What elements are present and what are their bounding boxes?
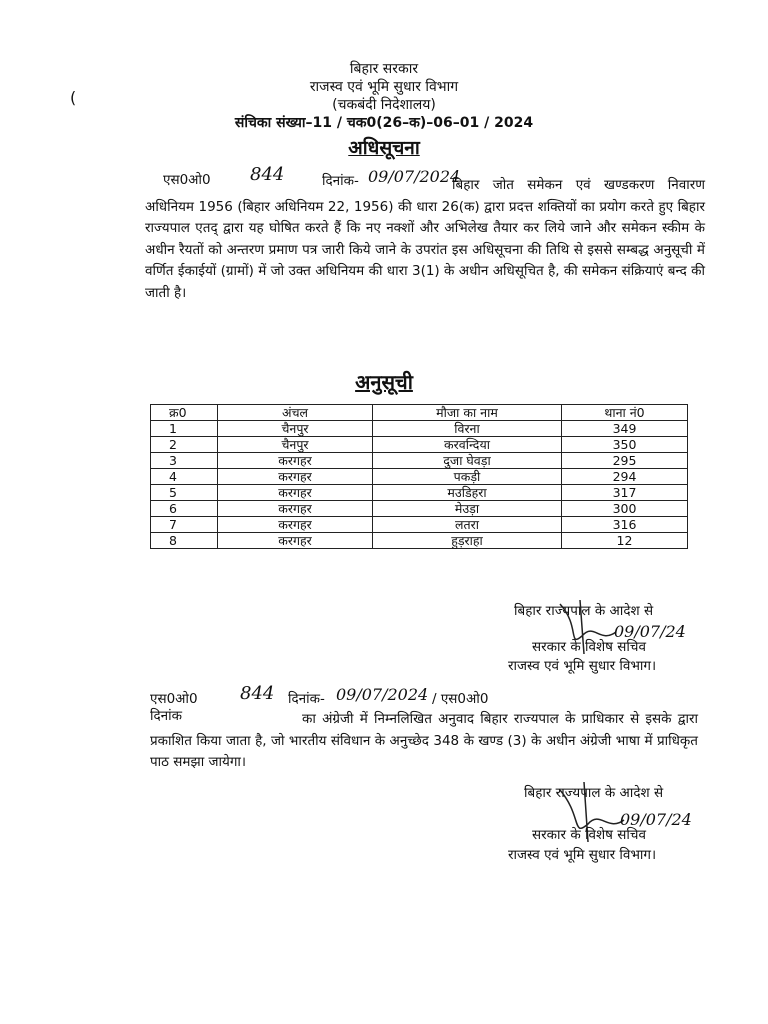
signature1-department: राजस्व एवं भूमि सुधार विभाग। (508, 658, 657, 674)
table-row (151, 421, 688, 437)
signature1-order-line: बिहार राज्यपाल के आदेश से (514, 603, 654, 619)
page-title: अधिसूचना (348, 137, 420, 159)
table-row (151, 533, 688, 549)
cell: 7 (151, 517, 218, 533)
cell: करगहर (218, 533, 373, 549)
translation-body: का अंग्रेजी में निम्नलिखित अनुवाद बिहार राज्यपाल के प्राधिकार से इसके द्वारा प्रकाशित किया जाता है, जो भारतीय संविधान के अनुच्छेद 348 के खण्ड (3) के अधीन अंग्रेजी भाषा में प्राधिकृत पाठ समझा जायेगा। (150, 711, 698, 770)
cell: 1 (151, 421, 218, 437)
cell: 349 (562, 421, 688, 437)
table-row (151, 517, 688, 533)
table-row (151, 453, 688, 469)
cell: 350 (562, 437, 688, 453)
notice-ref-prefix: एस0ओ0 (163, 172, 211, 188)
cell: 316 (562, 517, 688, 533)
header-file-number: संचिका संख्या–11 / चक0(26–क)–06–01 / 2024 (234, 115, 534, 131)
translation-date-left-label: दिनांक (150, 708, 183, 724)
schedule-title: अनुसूची (355, 370, 413, 394)
signature2-date: 09/07/24 (620, 810, 692, 829)
notice-body: बिहार जोत समेकन एवं खण्डकरण निवारण अधिनियम 1956 (बिहार अधिनियम 22, 1956) की धारा 26(क) द्वारा प्रदत्त शक्तियों का प्रयोग करते हुए बिहार राज्यपाल एतद् द्वारा यह घोषित करते हैं कि नए नक्शों और अभिलेख तैयार कर लिये जाने और समेकन स्कीम के अधीन रैयतों को अन्तरण प्रमाण पत्र जारी किये जाने के उपरांत इस अधिसूचना की तिथि से इससे सम्बद्ध अनुसूची में वर्णित ईकाईयों (ग्रामों) में जो उक्त अधिनियम की धारा 3(1) के अधीन अधिसूचित है, की समेकन संक्रियाएं बन्द की जाती है। (145, 177, 705, 301)
signature1-date: 09/07/24 (614, 622, 686, 641)
cell: मउडिहरा (373, 485, 562, 501)
cell: 12 (562, 533, 688, 549)
table-row (151, 485, 688, 501)
cell: करगहर (218, 453, 373, 469)
cell: चैनपुर (218, 421, 373, 437)
cell: 294 (562, 469, 688, 485)
cell: 300 (562, 501, 688, 517)
schedule-table (150, 404, 688, 549)
header-government: बिहार सरकार (349, 61, 419, 77)
cell: दुजा घेवड़ा (373, 453, 562, 469)
cell: 6 (151, 501, 218, 517)
table-row (151, 469, 688, 485)
cell: करवन्दिया (373, 437, 562, 453)
cell: लतरा (373, 517, 562, 533)
translation-ref-number: 844 (240, 683, 275, 704)
cell: करगहर (218, 501, 373, 517)
col-circle: अंचल (218, 405, 373, 421)
signature2-department: राजस्व एवं भूमि सुधार विभाग। (508, 847, 657, 863)
cell: 4 (151, 469, 218, 485)
cell: हुड़राहा (373, 533, 562, 549)
translation-date-value: 09/07/2024 (336, 685, 429, 704)
cell: करगहर (218, 469, 373, 485)
cell: पकड़ी (373, 469, 562, 485)
table-header-row (151, 405, 688, 421)
notice-date-value: 09/07/2024 (368, 167, 461, 186)
cell: चैनपुर (218, 437, 373, 453)
notice-date-label: दिनांक- (322, 173, 359, 189)
translation-date-label: दिनांक- (288, 691, 325, 707)
cell: 3 (151, 453, 218, 469)
col-serial: क्र0 (151, 405, 218, 421)
header-department: राजस्व एवं भूमि सुधार विभाग (309, 79, 459, 95)
col-village: मौजा का नाम (373, 405, 562, 421)
cell: विरना (373, 421, 562, 437)
margin-mark: ( (70, 88, 77, 107)
table-row (151, 437, 688, 453)
cell: 317 (562, 485, 688, 501)
col-thana: थाना नं0 (562, 405, 688, 421)
translation-ref-prefix: एस0ओ0 (150, 691, 198, 707)
cell: 2 (151, 437, 218, 453)
header-directorate: (चकबंदी निदेशालय) (332, 97, 436, 113)
signature1-designation: सरकार के विशेष सचिव (532, 639, 646, 655)
cell: करगहर (218, 517, 373, 533)
cell: 295 (562, 453, 688, 469)
translation-ref-suffix: / एस0ओ0 (432, 691, 489, 707)
cell: मेउड़ा (373, 501, 562, 517)
cell: 5 (151, 485, 218, 501)
notice-ref-number: 844 (250, 164, 285, 185)
table-row (151, 501, 688, 517)
cell: 8 (151, 533, 218, 549)
signature2-designation: सरकार के विशेष सचिव (532, 827, 646, 843)
signature2-order-line: बिहार राज्यपाल के आदेश से (524, 785, 664, 801)
cell: करगहर (218, 485, 373, 501)
